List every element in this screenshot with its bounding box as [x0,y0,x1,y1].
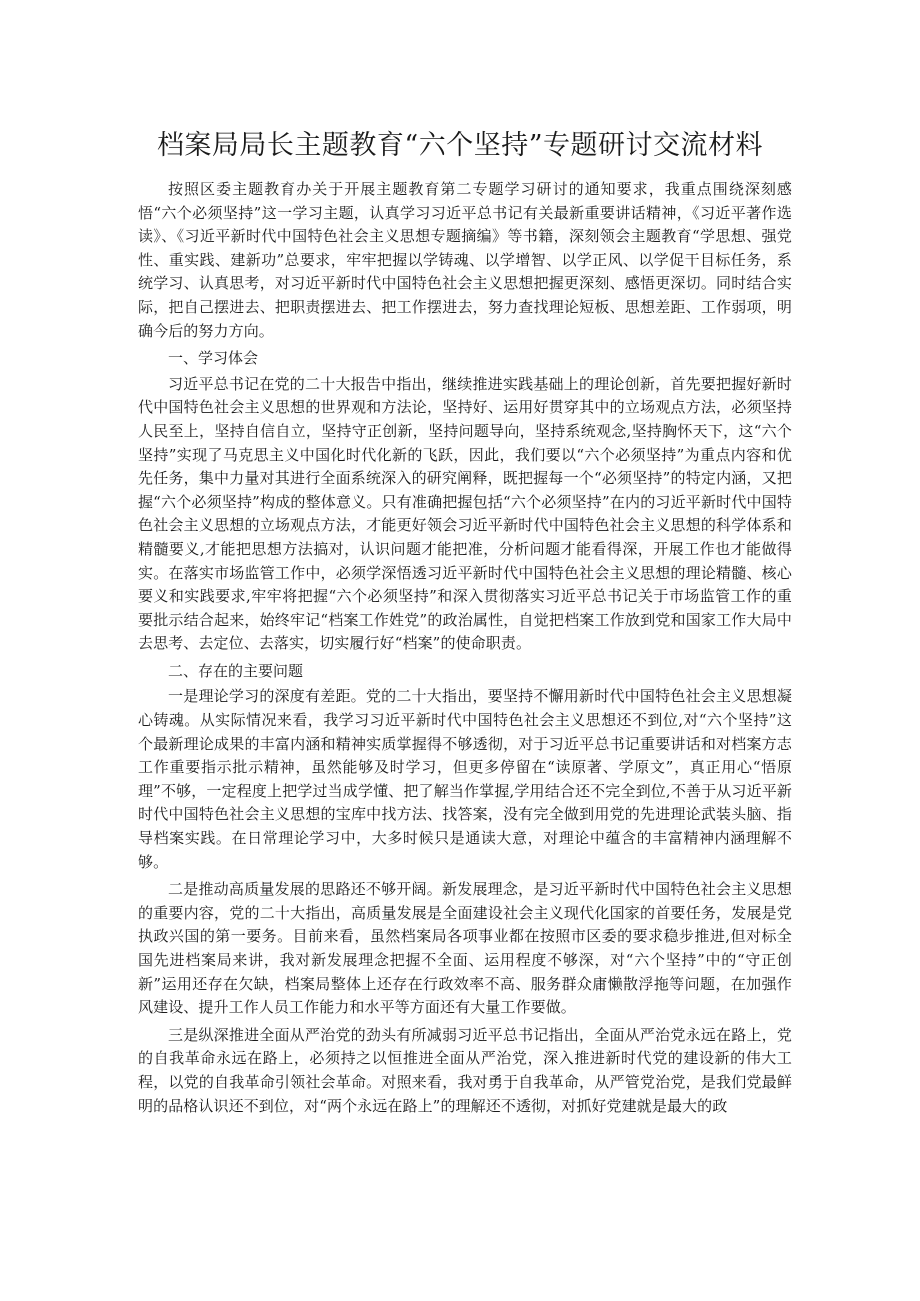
problem-paragraph-development: 二是推动高质量发展的思路还不够开阔。新发展理念，是习近平新时代中国特色社会主义思想的重要内容，党的二十大指出，高质量发展是全面建设社会主义现代化国家的首要任务，发展是党执政兴国的第一要务。目前来看，虽然档案局各项事业都在按照市区委的要求稳步推进,但对标全国先进档案局来讲，我对新发展理念把握不全面、运用程度不够深，对“六个坚持”中的“守正创新”运用还存在欠缺，档案局整体上还存在行政效率不高、服务群众庸懒散浮拖等问题，在加强作风建设、提升工作人员工作能力和水平等方面还有大量工作要做。 [138,880,792,1017]
problem-paragraph-theory: 一是理论学习的深度有差距。党的二十大指出，要坚持不懈用新时代中国特色社会主义思想凝心铸魂。从实际情况来看，我学习习近平新时代中国特色社会主义思想还不到位,对“六个坚持”这个最新理论成果的丰富内涵和精神实质掌握得不够透彻，对于习近平总书记重要讲话和对档案方志工作重要指示批示精神，虽然能够及时学习，但更多停留在“读原著、学原文”，真正用心“悟原理”不够，一定程度上把学过当成学懂、把了解当作掌握,学用结合还不完全到位,不善于从习近平新时代中国特色社会主义思想的宝库中找方法、找答案，没有完全做到用党的先进理论武装头脑、指导档案实践。在日常理论学习中，大多时候只是通读大意，对理论中蕴含的丰富精神内涵理解不够。 [138,687,792,871]
study-paragraph: 习近平总书记在党的二十大报告中指出，继续推进实践基础上的理论创新，首先要把握好新时代中国特色社会主义思想的世界观和方法论，坚持好、运用好贯穿其中的立场观点方法，必须坚持人民至上，坚持自信自立，坚持守正创新，坚持问题导向，坚持系统观念,坚持胸怀天下，这“六个坚持”实现了马克思主义中国化时代化新的飞跃，因此，我们要以“六个必须坚持”为重点内容和优先任务，集中力量对其进行全面系统深入的研究阐释，既把握每一个“必须坚持”的特定内涵，又把握“六个必须坚持”构成的整体意义。只有准确把握包括“六个必须坚持”在内的习近平新时代中国特色社会主义思想的立场观点方法，才能更好领会习近平新时代中国特色社会主义思想的科学体系和精髓要义,才能把思想方法搞对，认识问题才能把准，分析问题才能看得深，开展工作也才能做得实。在落实市场监管工作中，必须学深悟透习近平新时代中国特色社会主义思想的理论精髓、核心要义和实践要求,牢牢将把握“六个必须坚持”和深入贯彻落实习近平总书记关于市场监管工作的重要批示结合起来，始终牢记“档案工作姓党”的政治属性，自觉把档案工作放到党和国家工作大局中去思考、去定位、去落实，切实履行好“档案”的使命职责。 [138,374,792,653]
intro-paragraph: 按照区委主题教育办关于开展主题教育第二专题学习研讨的通知要求，我重点围绕深刻感悟“六个必须坚持”这一学习主题，认真学习习近平总书记有关最新重要讲话精神，《习近平著作选读》、《习近平新时代中国特色社会主义思想专题摘编》等书籍，深刻领会主题教育“学思想、强党性、重实践、建新功”总要求，牢牢把握以学铸魂、以学增智、以学正风、以学促干目标任务，系统学习、认真思考，对习近平新时代中国特色社会主义思想把握更深刻、感悟更深切。同时结合实际，把自己摆进去、把职责摆进去、把工作摆进去，努力查找理论短板、思想差距、工作弱项，明确今后的努力方向。 [138,180,792,340]
section-heading-problems: 二、存在的主要问题 [168,661,304,680]
section-heading-study: 一、学习体会 [168,349,259,368]
document-title: 档案局局长主题教育“六个坚持”专题研讨交流材料 [156,130,764,161]
document-body [138,178,792,1122]
problem-paragraph-party-discipline: 三是纵深推进全面从严治党的劲头有所减弱习近平总书记指出，全面从严治党永远在路上，党的自我革命永远在路上，必须持之以恒推进全面从严治党，深入推进新时代党的建设新的伟大工程，以党的自我革命引领社会革命。对照来看，我对勇于自我革命，从严管党治党，是我们党最鲜明的品格认识还不到位，对“两个永远在路上”的理解还不透彻，对抓好党建就是最大的政 [138,1025,792,1115]
